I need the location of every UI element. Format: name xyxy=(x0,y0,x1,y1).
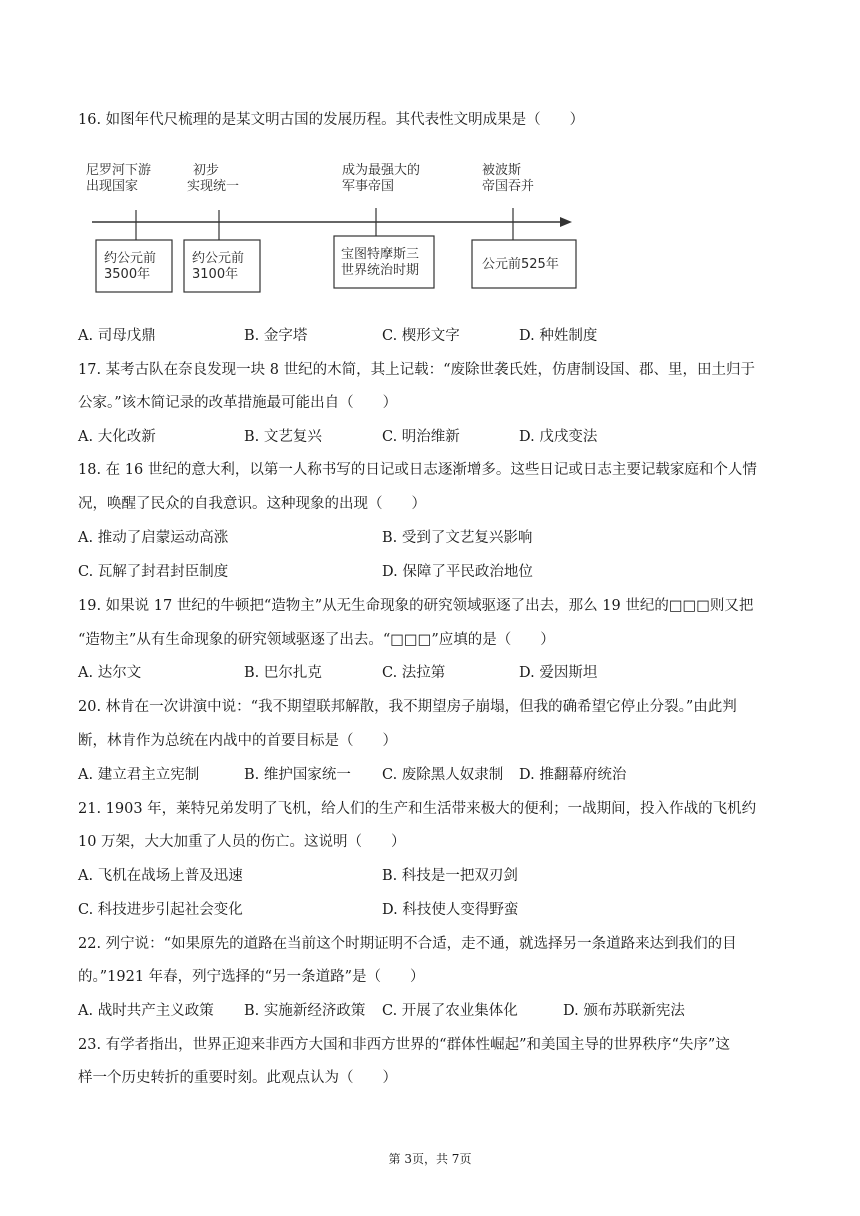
q19-option-c: C. 法拉第 xyxy=(382,665,446,681)
event-2-label-a: 初步 xyxy=(193,163,220,178)
q17-stem-line-1: 17. 某考古队在奈良发现一块 8 世纪的木简，其上记载：“废除世袭氏姓，仿唐制设国、郡、里，田土归于 xyxy=(78,362,756,378)
q21-stem-line-2: 10 万架，大大加重了人员的伤亡。这说明（ ） xyxy=(78,834,406,850)
q18-option-c: C. 瓦解了封君封臣制度 xyxy=(78,564,229,580)
q22-stem-line-2: 的。”1921 年春，列宁选择的“另一条道路”是（ ） xyxy=(78,969,425,985)
q22-option-b: B. 实施新经济政策 xyxy=(244,1003,366,1019)
q18-stem-line-2: 况，唤醒了民众的自我意识。这种现象的出现（ ） xyxy=(78,496,426,512)
q17-option-d: D. 戊戌变法 xyxy=(519,429,598,445)
q16-option-d: D. 种姓制度 xyxy=(519,328,598,344)
q23-stem-line-2: 样一个历史转折的重要时刻。此观点认为（ ） xyxy=(78,1070,397,1086)
q20-stem-line-1: 20. 林肯在一次讲演中说：“我不期望联邦解散，我不期望房子崩塌，但我的确希望它停止分裂。”由此判 xyxy=(78,699,737,715)
q18-option-a: A. 推动了启蒙运动高涨 xyxy=(78,530,229,546)
q16-option-b: B. 金字塔 xyxy=(244,328,308,344)
q17-stem-line-2: 公家。”该木简记录的改革措施最可能出自（ ） xyxy=(78,395,398,411)
q20-stem-line-2: 断，林肯作为总统在内战中的首要目标是（ ） xyxy=(78,733,397,749)
event-4-label-b: 帝国吞并 xyxy=(482,179,535,194)
event-1-label-b: 出现国家 xyxy=(86,179,139,194)
q18-stem-line-1: 18. 在 16 世纪的意大利，以第一人称书写的日记或日志逐渐增多。这些日记或日志主要记载家庭和个人情 xyxy=(78,462,757,478)
q18-option-b: B. 受到了文艺复兴影响 xyxy=(382,530,533,546)
q17-option-b: B. 文艺复兴 xyxy=(244,429,322,445)
q20-option-d: D. 推翻幕府统治 xyxy=(519,767,627,783)
q21-option-c: C. 科技进步引起社会变化 xyxy=(78,902,243,918)
event-2-date-b: 3100年 xyxy=(192,267,239,282)
event-3-label-b: 军事帝国 xyxy=(342,179,395,194)
q16-option-a: A. 司母戊鼎 xyxy=(78,328,156,344)
q20-option-a: A. 建立君主立宪制 xyxy=(78,767,200,783)
q21-option-b: B. 科技是一把双刃剑 xyxy=(382,868,518,884)
q21-option-a: A. 飞机在战场上普及迅速 xyxy=(78,868,243,884)
event-3-box xyxy=(334,236,434,288)
timeline-figure xyxy=(80,150,590,300)
q22-option-c: C. 开展了农业集体化 xyxy=(382,1003,518,1019)
event-3-date-b: 世界统治时期 xyxy=(341,263,420,278)
q20-option-c: C. 废除黑人奴隶制 xyxy=(382,767,504,783)
event-1-label-a: 尼罗河下游 xyxy=(86,163,152,178)
event-4-label-a: 被波斯 xyxy=(482,163,522,178)
event-1-box xyxy=(96,240,172,292)
q19-option-b: B. 巴尔扎克 xyxy=(244,665,322,681)
event-3-label-a: 成为最强大的 xyxy=(342,163,421,178)
q18-option-d: D. 保障了平民政治地位 xyxy=(382,564,533,580)
q22-option-a: A. 战时共产主义政策 xyxy=(78,1003,214,1019)
q21-option-d: D. 科技使人变得野蛮 xyxy=(382,902,519,918)
event-2-date-a: 约公元前 xyxy=(192,251,245,266)
event-2-box xyxy=(184,240,260,292)
q19-stem-line-1: 19. 如果说 17 世纪的牛顿把“造物主”从无生命现象的研究领域驱逐了出去，那么 19 世纪的□□□则又把 xyxy=(78,598,754,614)
event-1-date-b: 3500年 xyxy=(104,267,151,282)
q19-stem-line-2: “造物主”从有生命现象的研究领域驱逐了出去。“□□□”应填的是（ ） xyxy=(78,632,555,648)
q19-option-d: D. 爱因斯坦 xyxy=(519,665,598,681)
q19-option-a: A. 达尔文 xyxy=(78,665,142,681)
q20-option-b: B. 维护国家统一 xyxy=(244,767,351,783)
q17-option-c: C. 明治维新 xyxy=(382,429,460,445)
event-1-date-a: 约公元前 xyxy=(104,251,157,266)
event-3-date-a: 宝图特摩斯三 xyxy=(341,247,420,262)
event-2-label-b: 实现统一 xyxy=(187,179,240,194)
q21-stem-line-1: 21. 1903 年，莱特兄弟发明了飞机，给人们的生产和生活带来极大的便利；一战期间，投入作战的飞机约 xyxy=(78,801,757,817)
timeline-arrow-icon xyxy=(560,217,572,227)
page-footer: 第 3页，共 7页 xyxy=(388,1152,472,1166)
event-4-date: 公元前525年 xyxy=(482,257,559,272)
q22-stem-line-1: 22. 列宁说：“如果原先的道路在当前这个时期证明不合适，走不通，就选择另一条道路来达到我们的目 xyxy=(78,936,737,952)
q16-stem: 16. 如图年代尺梳理的是某文明古国的发展历程。其代表性文明成果是（ ） xyxy=(78,112,585,128)
q16-option-c: C. 楔形文字 xyxy=(382,328,460,344)
q17-option-a: A. 大化改新 xyxy=(78,429,156,445)
q22-option-d: D. 颁布苏联新宪法 xyxy=(563,1003,685,1019)
q23-stem-line-1: 23. 有学者指出，世界正迎来非西方大国和非西方世界的“群体性崛起”和美国主导的世界秩序“失序”这 xyxy=(78,1037,730,1053)
